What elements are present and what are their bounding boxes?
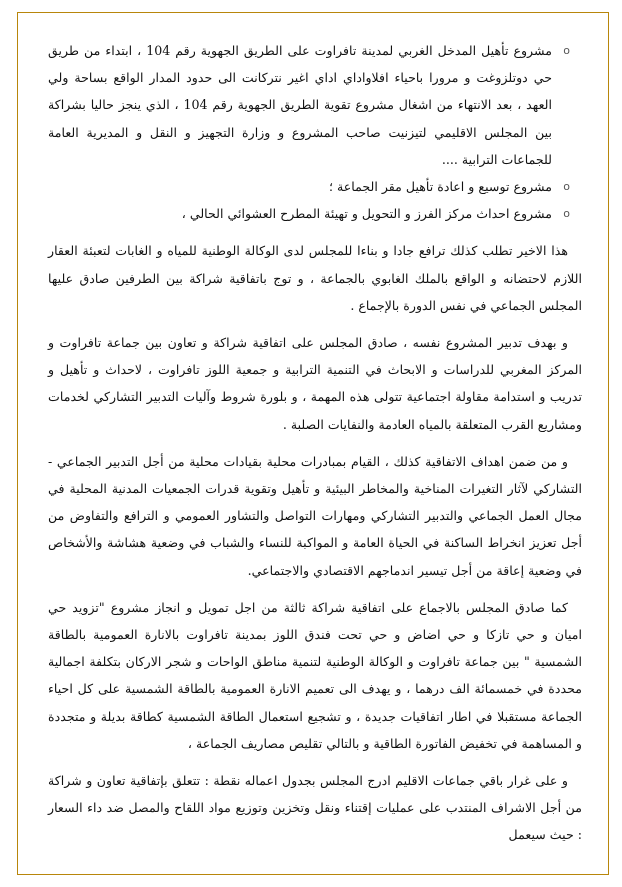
page-frame — [17, 12, 609, 875]
list-item — [48, 37, 570, 173]
paragraph-land-agreement: هذا الاخير تطلب كذلك ترافع جادا و بناءا للمجلس لدى الوكالة الوطنية للمياه و الغابات لتعبئة العقار اللازم لاحتضانه و الواقع بالملك الغابوي بالجماعة ، و توج باتفاقية شراكة بين الطرفين صادق عليها المجلس الجماعي في نفس الدورة بالإجماع . — [48, 243, 582, 313]
paragraph-solar-lighting: كما صادق المجلس بالاجماع على اتفاقية شراكة ثالثة من اجل تمويل و انجاز مشروع "تزويد حي اميان و حي تازكا و حي اضاض و حي تحت فندق اللوز بمدينة تافراوت بالانارة العمومية بالطاقة الشمسية " بين جماعة تافراوت و الوكالة الوطنية لتنمية مناطق الواحات و شجر الاركان بتكلفة اجمالية محددة في خمسمائة الف درهما ، و يهدف الى تعميم الانارة العمومية بالطاقة الشمسية على كل احياء الجماعة مستقبلا في اطار اتفاقيات جديدة ، و تشجيع استعمال الطاقة الشمسية كطاقة بديلة و متجددة و المساهمة في تخفيض الفاتورة الطاقية و بالتالي تقليص مصاريف الجماعة ، — [48, 599, 582, 751]
list-item — [48, 200, 570, 227]
bullet-circle-icon: o — [563, 44, 570, 57]
list-item-text: مشروع توسيع و اعادة تأهيل مقر الجماعة ؛ — [329, 179, 552, 195]
list-item — [48, 173, 570, 200]
list-item-text: مشروع تأهيل المدخل الغربي لمدينة تافراوت على الطريق الجهوية رقم 104 ، ابتداء من طريق حي دوتلزوغت و مرورا باحياء افلاواداي اداي اغير نتركانت الى حدود المدار الواقع بساحة ولي العهد ، بعد الانتهاء من اشغال مشروع تقوية الطريق الجهوية رقم 104 ، الذي ينجز حاليا بشراكة بين المجلس الاقليمي لتيزنيت صاحب المشروع و وزارة التجهيز و النقل و المديرية العامة للجماعات الترابية .... — [48, 43, 552, 167]
paragraph-rabies-vaccine: و على غرار باقي جماعات الاقليم ادرج المجلس بجدول اعماله نقطة : تتعلق بإتفاقية تعاون و شراكة من أجل الاشراف المنتدب على عمليات إقتناء ونقل وتخزين وتوزيع مواد اللقاح والمصل ضد داء السعار : حيث سيعمل — [48, 773, 582, 843]
document-body — [18, 13, 608, 849]
bullet-circle-icon: o — [563, 207, 570, 221]
bullet-circle-icon: o — [563, 180, 570, 194]
paragraph-project-management: و بهدف تدبير المشروع نفسه ، صادق المجلس على اتفاقية شراكة و تعاون بين جماعة تافراوت و المركز المغربي للدراسات و الابحاث في التنمية الترابية و جمعية اللوز تافراوت ، لاحداث و تأهيل و تدريب و استدامة مقاولة اجتماعية تتولى هذه المهمة ، و بلورة شروط وآليات التدبير التشاركي لخدمات ومشاريع القرب المتعلقة بالمياه العادمة والنفايات الصلبة . — [48, 335, 582, 432]
project-list — [48, 37, 582, 227]
list-item-text: مشروع احداث مركز الفرز و التحويل و تهيئة المطرح العشوائي الحالي ، — [181, 206, 552, 222]
paragraph-agreement-goals: و من ضمن اهداف الاتفاقية كذلك ، القيام بمبادرات محلية بقيادات محلية من أجل التدبير الجماعي - التشاركي لآثار التغيرات المناخية والمخاطر البيئية و تأهيل وتقوية قدرات الجمعيات المدنية المحلية في مجال العمل الجماعي والتدبير التشاركي ومهارات التواصل والتشاور العمومي و الترافع والتفاوض من أجل تعزيز انخراط الساكنة في الحياة العامة و المواكبة للنساء والشباب في وضعية هشاشة والأشخاص في وضعية إعاقة من أجل تيسير اندماجهم الاقتصادي والاجتماعي. — [48, 453, 582, 578]
